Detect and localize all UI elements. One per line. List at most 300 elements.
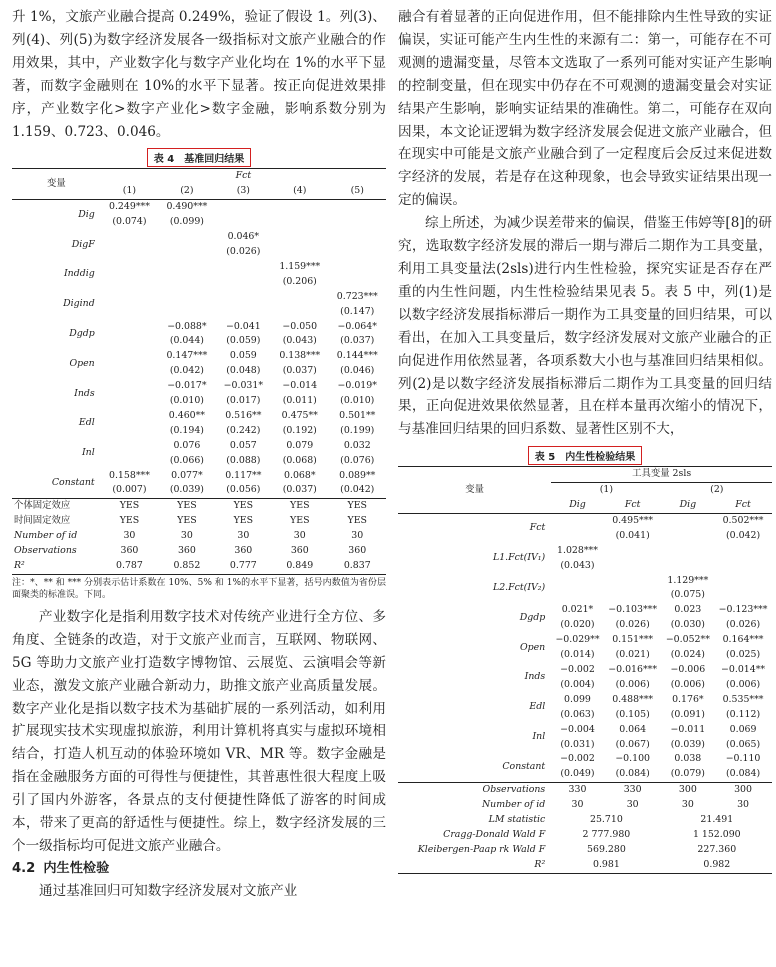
row-label: Open [69,357,95,369]
table-cell [604,574,662,589]
table-cell [216,200,271,215]
table-cell: (0.147) [340,305,375,317]
table-cell: 0.021* [561,604,594,616]
table-cell: 360 [234,545,253,557]
table-row [398,798,772,813]
table4-note: 注：*、** 和 *** 分别表示估计系数在 10%、5% 和 1%的水平下显著，括号内数值为省份层面聚类的标准误。下同。 [12,577,386,601]
table-cell [714,544,772,559]
table-cell [271,245,328,260]
table-cell: (0.014) [560,649,595,661]
table-cell: 0.151*** [612,634,654,646]
table-cell: (0.042) [340,484,375,496]
table-cell: (0.039) [169,484,204,496]
table-cell: (0.105) [615,708,650,720]
table5-caption-text: 表 5 内生性检验结果 [528,446,642,465]
table-cell: 1 152.090 [692,828,741,840]
table-row [398,574,772,589]
table-cell [216,215,271,230]
table-cell: YES [158,499,215,514]
table-cell: (0.242) [226,424,261,436]
table-row [398,693,772,708]
table-cell: 1.028*** [557,544,598,556]
table4-caption [12,147,386,167]
row-label: Observations [14,545,77,557]
table-cell [551,574,604,589]
table-cell: 0.046* [227,231,260,243]
table-cell: 0.023 [674,604,702,616]
row-label: Constant [51,477,95,489]
table-cell: (0.059) [226,335,261,347]
table-cell: 300 [714,783,772,798]
table5-subheader: Dig [679,499,697,511]
table5 [398,466,772,873]
table-cell: 2 777.980 [582,828,631,840]
table-cell [101,454,158,469]
table-row [12,230,386,245]
table-row [12,260,386,275]
table-cell: 30 [123,530,136,542]
table-cell: 0.502*** [722,514,764,526]
table-cell: 569.280 [587,843,626,855]
table-cell: 0.495*** [612,514,654,526]
table-cell: −0.019* [337,380,377,392]
table-cell: (0.039) [670,738,705,750]
row-label: 个体固定效应 [12,499,101,514]
table-cell: (0.068) [282,454,317,466]
table-cell [158,275,215,290]
table-cell [158,230,215,245]
section-title: 内生性检验 [43,860,110,876]
table-cell: 0.516** [225,409,262,421]
table-cell: 0.837 [329,559,387,574]
table5-col-header: (1) [599,484,614,496]
table-row [12,499,386,514]
table-cell: (0.006) [725,678,761,690]
table-cell [662,559,715,574]
table-row [12,439,386,454]
table-cell: (0.076) [340,454,375,466]
table-cell: 0.138*** [279,350,321,362]
table-cell: YES [233,515,254,527]
right-column [398,6,772,874]
table-cell: 0.176* [672,693,704,705]
table-cell: 0.501** [339,409,376,421]
table5-subheader: Dig [569,499,586,511]
table-cell [329,245,387,260]
table-cell [551,588,604,603]
table-cell [101,349,158,364]
table-row [12,529,386,544]
table-cell [216,275,271,290]
table-cell: (0.044) [169,335,204,347]
table-cell: 360 [120,545,139,557]
table-cell: 0.787 [101,559,158,574]
table-cell: (0.063) [560,708,595,720]
row-label: Inl [81,447,95,459]
table-cell: 0.535*** [722,693,764,705]
row-label: Cragg-Donald Wald F [443,828,546,840]
table-cell: (0.075) [670,589,705,601]
table-cell [101,230,158,245]
table-cell: 360 [290,545,309,557]
table-cell [158,305,215,320]
row-label: Number of id [14,530,78,542]
table-row [12,349,386,364]
table-cell: 0.475** [281,409,318,421]
row-label: Inddig [63,268,95,280]
row-label: DigF [71,238,95,250]
table-row [12,290,386,305]
table-cell: (0.065) [725,738,761,750]
table-cell [101,394,158,409]
table5-group-header: 工具变量 2sls [551,467,772,483]
table-cell: (0.031) [560,738,595,750]
table-cell: 0.089** [339,469,376,481]
table-cell [101,320,158,335]
table-cell [101,364,158,379]
table-cell [158,245,215,260]
table-cell: 0.488*** [612,693,654,705]
table-cell: (0.004) [560,678,595,690]
table-cell: (0.043) [560,559,595,571]
table-cell: 0.144*** [336,350,378,362]
table-cell: (0.084) [725,768,761,780]
table-cell: 30 [737,799,750,811]
table-cell: (0.010) [169,395,204,407]
table-cell: 0.099 [564,693,591,705]
table-cell: (0.067) [615,738,650,750]
table5-subheader: Fct [735,499,751,511]
table-row [398,813,772,828]
left-column [12,6,386,903]
table-cell: 0.460** [168,409,205,421]
table-cell: 0.077* [171,469,203,481]
table-cell: 0.777 [216,559,271,574]
table-cell: 30 [237,530,250,542]
table-cell: 0.852 [158,559,215,574]
table-cell: (0.091) [670,708,705,720]
table4-dep-var: Fct [101,169,386,184]
table-cell: (0.192) [282,424,317,436]
table-cell [216,305,271,320]
table-cell [714,588,772,603]
table-row [398,858,772,873]
table-cell: 0.059 [229,350,257,362]
table-cell [101,439,158,454]
table-cell [101,290,158,305]
table-cell [329,275,387,290]
table-cell: 0.038 [674,753,702,765]
table-cell: −0.103*** [608,604,658,616]
table5-var-header: 变量 [398,467,551,514]
table-cell [551,513,604,528]
table-cell [271,200,328,215]
table-cell [329,260,387,275]
table-cell: (0.088) [226,454,261,466]
table-cell [101,424,158,439]
row-label: 时间固定效应 [14,515,71,527]
table-cell: (0.025) [725,649,761,661]
table-cell: 0.164*** [722,634,764,646]
table4-col-header: (5) [350,185,364,197]
table-cell: −0.014 [282,380,318,392]
table-cell [604,559,662,574]
table-cell [101,305,158,320]
table-cell: 360 [177,545,196,557]
table-cell [271,305,328,320]
table-cell: 0.117** [225,469,262,481]
table-cell: (0.043) [282,335,317,347]
table-cell: (0.007) [112,484,147,496]
table-cell: (0.048) [226,365,261,377]
row-label: R² [12,559,101,574]
table-cell: (0.017) [226,395,261,407]
table-cell [662,544,715,559]
row-label: LM statistic [488,814,546,826]
table-cell: (0.049) [560,768,595,780]
table-cell: −0.031* [223,380,264,392]
table-cell: 0.249*** [108,201,150,213]
table-cell: 330 [551,783,604,798]
table-cell: 0.849 [271,559,328,574]
table-cell: YES [101,499,158,514]
table-cell: (0.084) [615,768,650,780]
row-label: R² [398,858,551,873]
table-cell [101,245,158,260]
table-row [12,544,386,559]
table-cell: −0.011 [670,723,706,735]
table-cell: 300 [662,783,715,798]
table-row [12,200,386,215]
table-cell: −0.100 [615,753,651,765]
table-cell: 0.057 [229,439,257,451]
table-cell: (0.020) [560,619,595,631]
table-cell: YES [347,515,367,527]
table-cell: −0.017* [167,380,207,392]
table-cell: −0.064* [337,320,377,332]
row-label: Inl [532,731,546,743]
table-cell [271,290,328,305]
table-cell: (0.056) [226,484,261,496]
table-cell [714,574,772,589]
table-cell [551,529,604,544]
table-cell [216,260,271,275]
table-cell: (0.099) [169,216,204,228]
row-label: Dgdp [519,611,546,623]
table-cell [271,215,328,230]
row-label: Edl [529,701,546,713]
row-label: Inds [74,387,95,399]
row-label: Fct [529,522,546,534]
table-row [12,469,386,484]
table-cell: 0.068* [284,469,316,481]
table-cell: −0.002 [560,664,595,675]
table-cell: 1.129*** [667,574,709,586]
table-cell: (0.037) [340,335,375,347]
table-cell: 0.147*** [166,350,208,362]
table-cell [158,260,215,275]
table-row [398,843,772,858]
table-cell: (0.037) [282,365,317,377]
table-cell: (0.010) [340,395,375,407]
row-label: L2.Fct(IV₂) [492,582,546,594]
table-row [398,783,772,798]
table-cell: −0.016*** [608,664,658,675]
table-cell: 30 [681,799,694,811]
table-cell: −0.029** [555,634,600,646]
table5-caption [398,445,772,465]
table4 [12,168,386,574]
paragraph: 融合有着显著的正向促进作用，但不能排除内生性导致的实证偏误，实证可能产生内生性的来源有二：第一，可能存在不可观测的遗漏变量，尽管本文选取了一系列可能对实证产生影响的控制变量，但在现实中仍存在不可观测的遗漏变量会对实证结果产生影响，影响实证结果的准确性。第二，可能存在双向因果，本文论证逻辑为数字经济发展会促进文旅产业融合，但在现实中可能是文旅产业融合到了一定程度后会反过来促进数字经济的发展，若是存在这种现象，也会导致实证结果出现一定的偏误。 [398,9,772,209]
table-cell: (0.194) [169,424,204,436]
table4-col-header: (1) [122,185,137,197]
table-cell: 330 [604,783,662,798]
table-cell: (0.026) [615,619,650,631]
table-cell: (0.074) [112,216,147,228]
table-row [398,828,772,843]
table-cell [158,290,215,305]
table-cell: (0.026) [725,619,761,631]
table-row [12,409,386,424]
table-cell: 30 [626,799,639,811]
table5-subheader: Fct [624,499,641,511]
table-cell: 0.076 [173,439,201,451]
table-cell: −0.002 [560,753,595,765]
table-cell: 0.158*** [108,469,150,481]
table-cell [329,230,387,245]
row-label: Edl [78,417,95,429]
table-cell [101,334,158,349]
table-row [398,603,772,618]
table-cell: 0.981 [551,858,661,873]
row-label: L1.Fct(IV₁) [492,552,546,564]
table-row [12,559,386,574]
table-cell: 1.159*** [279,260,321,272]
table-cell [604,544,662,559]
paragraph: 产业数字化是指利用数字技术对传统产业进行全方位、多角度、全链条的改造，对于文旅产业而言，互联网、物联网、5G 等助力文旅产业打造数字博物馆、云展览、云演唱会等新业态，激发文旅产业融合新动力，助推文旅产业高质量发展。数字产业化是指以数字技术为基础扩展的一系列活动，如利用扩展现实技术实现虚拟旅游，利用计算机将真实与虚拟环境相结合，打造人机互动的体验环境如 VR、MR 等。数字金融是指在金融服务方面的可得性与便捷性，其普惠性很大程度上吸引了国内外游客，各景点的支付便捷性降低了游客的时间成本，带来了更高的舒适性与便捷性。综上，数字经济发展的三个一级指标均可促进文旅产业融合。 [12,608,386,854]
paragraph: 通过基准回归可知数字经济发展对文旅产业 [39,882,298,899]
table-cell: (0.026) [226,245,261,257]
table4-col-header: (3) [236,185,250,197]
table-cell: (0.079) [670,768,705,780]
table-cell: 0.723*** [336,290,378,302]
table-cell: −0.004 [560,723,595,735]
table-cell: YES [329,499,387,514]
table-cell: (0.011) [282,395,317,407]
table-cell: YES [119,515,140,527]
table-cell [714,559,772,574]
table-cell: YES [216,499,271,514]
table-cell: (0.041) [615,529,650,541]
table-cell: YES [177,515,197,527]
table-cell: (0.006) [670,678,705,690]
table-row [398,633,772,648]
table-cell: (0.112) [725,708,761,720]
table-cell: YES [290,515,310,527]
row-label: Digind [63,298,95,310]
table4-col-header: (4) [293,185,307,197]
table-cell: −0.041 [225,320,261,332]
table-cell: 0.032 [343,439,371,451]
table-cell [101,379,158,394]
table-cell [101,260,158,275]
row-label: Kleibergen-Paap rk Wald F [417,843,546,855]
section-heading [12,858,386,880]
table-cell: (0.030) [670,619,705,631]
table-cell: −0.088* [167,320,207,332]
table-cell: 21.491 [700,814,734,826]
row-label: Inds [524,671,546,683]
table-cell: (0.066) [169,454,204,466]
table-cell [101,409,158,424]
table-row [398,663,772,678]
table-cell: 0.069 [729,723,757,735]
table-cell: (0.199) [340,424,375,436]
table-cell: 0.064 [619,723,647,735]
table-cell [662,513,715,528]
table-cell: 0.079 [286,439,314,451]
table-cell: (0.046) [340,365,375,377]
table-cell: 30 [293,530,306,542]
table-cell: (0.021) [615,649,650,661]
table-row [12,320,386,335]
table4-col-header: (2) [180,185,194,197]
table-cell: 25.710 [590,814,623,826]
table-cell: 30 [180,530,193,542]
table-cell: −0.006 [670,664,706,675]
table-row [12,514,386,529]
paragraph: 升 1%，文旅产业融合提高 0.249%，验证了假设 1。列(3)、列(4)、列(5)为数字经济发展各一级指标对文旅产业融合的作用效果，其中，产业数字化与数字产业化均在 1%的水平下显著，而数字金融则在 10%的水平下显著。按正向促进效果排序，产业数字化>数字产业化>数字金融，影响系数分别为 1.159、0.723、0.046。 [12,9,386,140]
table-row [398,544,772,559]
table4-caption-text: 表 4 基准回归结果 [147,148,251,167]
table-cell [604,588,662,603]
table-cell [329,215,387,230]
table-cell: −0.050 [282,320,318,332]
row-label: Observations [398,783,551,798]
table-row [398,752,772,767]
table-cell: 30 [571,799,584,811]
table-cell: 0.982 [662,858,772,873]
table-cell: −0.110 [725,753,761,765]
row-label: Constant [502,760,546,772]
table4-var-header: 变量 [12,169,101,200]
paragraph: 综上所述，为减少误差带来的偏误，借鉴王伟婷等[8]的研究，选取数字经济发展的滞后一期与滞后二期作为工具变量，利用工具变量法(2sls)进行内生性检验，探究实证是否存在严重的内生性问题，内生性检验结果见表 5。表 5 中，列(1)是以数字经济发展指标滞后一期作为工具变量的回归结果，可以看出，在加入工具变量后，数字经济发展对文旅产业融合的正向促进作用依然显著，各项系数大小也与基准回归结果相似。列(2)是以数字经济发展指标滞后二期作为工具变量的回归结果，正向促进效果依然显著，且在样本量再次缩小的情况下，与基准回归结果的回归系数、显著性区别不大， [398,215,772,438]
table-cell [329,200,387,215]
table-cell: (0.024) [670,649,705,661]
table-cell: −0.014** [721,664,766,675]
table-cell: 30 [351,530,364,542]
table-row [398,513,772,528]
table-cell: (0.006) [615,678,650,690]
table-cell: −0.123*** [718,604,768,616]
table-cell: (0.037) [282,484,317,496]
row-label: Dgdp [69,327,95,339]
table5-col-header: (2) [710,484,724,496]
table-cell: −0.052** [665,634,710,646]
table-cell: 227.360 [697,843,737,855]
table-cell [101,275,158,290]
table-row [12,379,386,394]
table-cell: (0.042) [725,529,761,541]
table-cell: 0.490*** [166,201,208,213]
row-label: Open [519,641,546,653]
section-number: 4.2 [12,860,36,876]
row-label: Dig [78,208,95,220]
table-cell [216,290,271,305]
table-cell: 360 [348,545,367,557]
row-label: Number of id [481,799,546,811]
table-cell [271,230,328,245]
